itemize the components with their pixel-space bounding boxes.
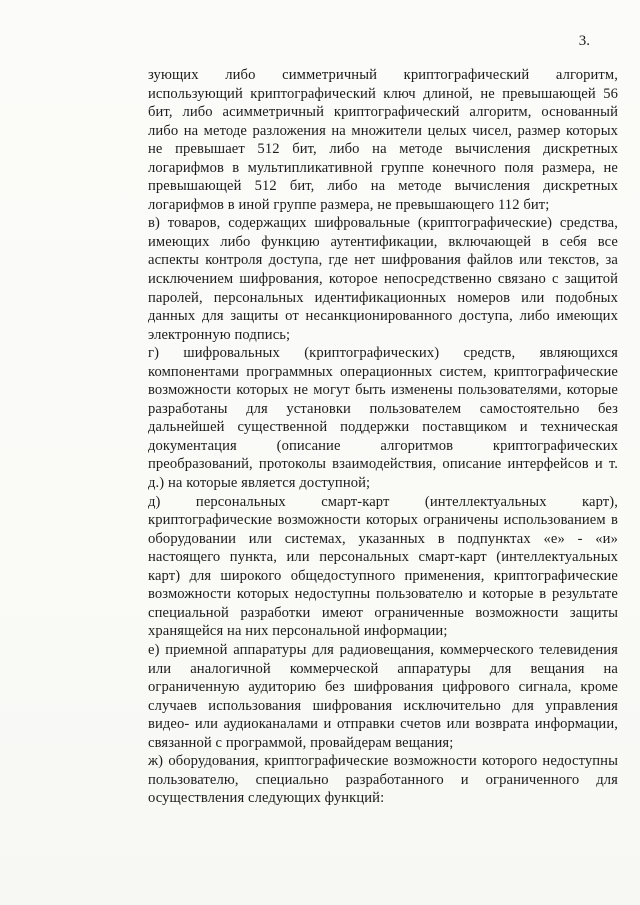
paragraph-continuation: зующих либо симметричный криптографический алгоритм, использующий криптографический ключ длиной, не превышающей 56 бит, либо асимметричный криптографический алгоритм, основанный либо на методе разложения на множители целых чисел, размер которых не превышает 512 бит, либо на методе вычисления дискретных логарифмов в мультипликативной группе конечного поля размера, не превышающей 512 бит, либо на методе вычисления дискретных логарифмов в иной группе размера, не превышающего 112 бит; xyxy=(148,67,618,213)
paragraph-item-zh: ж) оборудования, криптографические возможности которого недоступны пользователю, специально разработанного и ограниченного для осуществления следующих функций: xyxy=(148,753,618,807)
document-text-block xyxy=(148,66,618,808)
paragraph-item-e: е) приемной аппаратуры для радиовещания, коммерческого телевидения или аналогичной коммерческой аппаратуры для вещания на ограниченную аудиторию без шифрования цифрового сигнала, кроме случаев использования шифрования исключительно для управления видео- или аудиоканалами и отправки счетов или возврата информации, связанной с программой, провайдерам вещания; xyxy=(148,641,618,751)
paragraph-item-d: д) персональных смарт-карт (интеллектуальных карт), криптографические возможности которых ограничены использованием в оборудовании или системах, указанных в подпунктах «е» - «и» настоящего пункта, или персональных смарт-карт (интеллектуальных карт) для широкого общедоступного применения, криптографические возможности которых недоступны пользователю и которые в результате специальной разработки имеют ограниченные возможности защиты хранящейся на них персональной информации; xyxy=(148,493,618,640)
paragraph-item-v: в) товаров, содержащих шифровальные (криптографические) средства, имеющих либо функцию аутентификации, включающей в себя все аспекты контроля доступа, где нет шифрования файлов или текстов, за исключением шифрования, которое непосредственно связано с защитой паролей, персональных идентификационных номеров или подобных данных для защиты от несанкционированного доступа, либо имеющих электронную подпись; xyxy=(148,215,618,343)
paragraph-item-g: г) шифровальных (криптографических) средств, являющихся компонентами программных операционных систем, криптографические возможности которых не могут быть изменены пользователями, которые разработаны для установки пользователем самостоятельно без дальнейшей существенной поддержки поставщиком и техническая документация (описание алгоритмов криптографических преобразований, протоколы взаимодействия, описание интерфейсов и т. д.) на которые является доступной; xyxy=(148,345,618,492)
page-number: 3. xyxy=(578,33,590,49)
